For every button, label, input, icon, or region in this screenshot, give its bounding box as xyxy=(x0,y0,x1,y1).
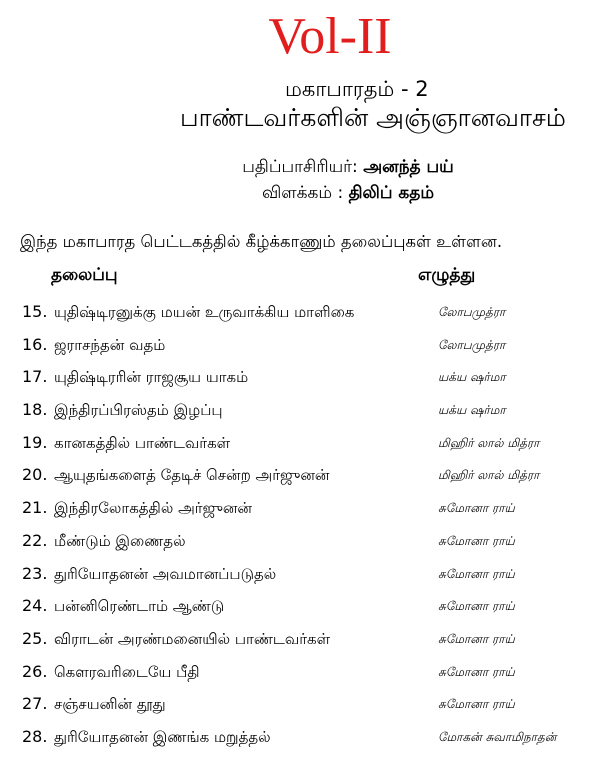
list-item xyxy=(0,493,600,526)
entry-number: 23. xyxy=(22,563,48,583)
entry-author: சுமோனா ராய் xyxy=(438,697,515,712)
entry-title: ஜராசந்தன் வதம் xyxy=(54,335,166,354)
entry-number: 25. xyxy=(22,628,48,648)
entry-title: துரியோதனன் இணங்க மறுத்தல் xyxy=(54,727,271,746)
illustrator-label: விளக்கம் : xyxy=(261,183,344,203)
intro-text: இந்த மகாபாரத பெட்டகத்தில் கீழ்க்காணும் தலைப்புகள் உள்ளன. xyxy=(20,232,503,251)
list-item xyxy=(0,591,600,624)
illustrator-name: திலிப் கதம் xyxy=(348,183,435,203)
entry-author: மிஹிர் லால் மித்ரா xyxy=(438,435,540,450)
entry-author: மிஹிர் லால் மித்ரா xyxy=(438,468,540,483)
entry-author: சுமோனா ராய் xyxy=(438,533,515,548)
entry-author: சுமோனா ராய் xyxy=(438,501,515,516)
entry-number: 18. xyxy=(22,400,48,420)
entry-number: 26. xyxy=(22,661,48,681)
entry-title: துரியோதனன் அவமானப்படுதல் xyxy=(54,564,277,583)
list-item xyxy=(0,330,600,363)
illustrator-line xyxy=(48,181,600,205)
entry-author: லோபமுத்ரா xyxy=(438,337,506,352)
entry-author: லோபமுத்ரா xyxy=(438,305,506,319)
entry-title: பன்னிரெண்டாம் ஆண்டு xyxy=(54,597,225,616)
publisher-line xyxy=(48,155,600,179)
entry-number: 16. xyxy=(22,334,48,354)
entry-title: ஆயுதங்களைத் தேடிச் சென்ற அர்ஜுனன் xyxy=(54,466,330,485)
list-item xyxy=(0,428,600,461)
entry-title: சஞ்சயனின் தூது xyxy=(54,695,166,714)
book-title: பாண்டவர்களின் அஞ்ஞானவாசம் xyxy=(180,103,566,132)
entry-number: 19. xyxy=(22,432,48,452)
entry-title: மீண்டும் இணைதல் xyxy=(54,531,186,550)
entry-author: யக்ய ஷர்மா xyxy=(438,403,506,418)
list-item xyxy=(0,460,600,493)
entry-author: சுமோனா ராய் xyxy=(438,599,515,614)
entry-number: 24. xyxy=(22,596,48,616)
column-header-title: தலைப்பு xyxy=(51,265,118,285)
list-item xyxy=(0,362,600,395)
publisher-name: அனந்த் பய் xyxy=(363,157,454,177)
contents-list xyxy=(0,297,600,755)
entry-title: விராடன் அரண்மனையில் பாண்டவர்கள் xyxy=(54,629,331,648)
entry-number: 17. xyxy=(22,367,48,387)
list-item xyxy=(0,526,600,559)
publisher-label: பதிப்பாசிரியர்: xyxy=(242,157,358,177)
entry-title: யுதிஷ்டிரனுக்கு மயன் உருவாக்கிய மாளிகை xyxy=(54,303,355,321)
entry-number: 20. xyxy=(22,465,48,485)
entry-author: சுமோனா ராய் xyxy=(438,566,515,581)
entry-number: 15. xyxy=(22,302,48,321)
entry-title: இந்திரலோகத்தில் அர்ஜுனன் xyxy=(54,499,252,518)
entry-title: யுதிஷ்டிரரின் ராஜசூய யாகம் xyxy=(54,368,249,387)
column-header-author: எழுத்து xyxy=(418,265,476,285)
list-item xyxy=(0,722,600,755)
list-item xyxy=(0,559,600,592)
list-item xyxy=(0,657,600,690)
entry-author: சுமோனா ராய் xyxy=(438,664,515,679)
entry-number: 27. xyxy=(22,694,48,714)
entry-title: கானகத்தில் பாண்டவர்கள் xyxy=(54,433,231,452)
entry-number: 28. xyxy=(22,726,48,746)
entry-title: கௌரவரிடையே பீதி xyxy=(54,662,200,681)
entry-number: 21. xyxy=(22,498,48,518)
entry-author: யக்ய ஷர்மா xyxy=(438,370,506,385)
entry-author: சுமோனா ராய் xyxy=(438,631,515,646)
volume-title: Vol-II xyxy=(268,8,392,65)
list-item xyxy=(0,297,600,330)
entry-author: மோகன் சுவாமிநாதன் xyxy=(438,729,557,744)
list-item xyxy=(0,395,600,428)
list-item xyxy=(0,689,600,722)
series-subtitle: மகாபாரதம் - 2 xyxy=(285,77,429,101)
list-item xyxy=(0,624,600,657)
entry-number: 22. xyxy=(22,530,48,550)
entry-title: இந்திரப்பிரஸ்தம் இழப்பு xyxy=(54,401,223,420)
